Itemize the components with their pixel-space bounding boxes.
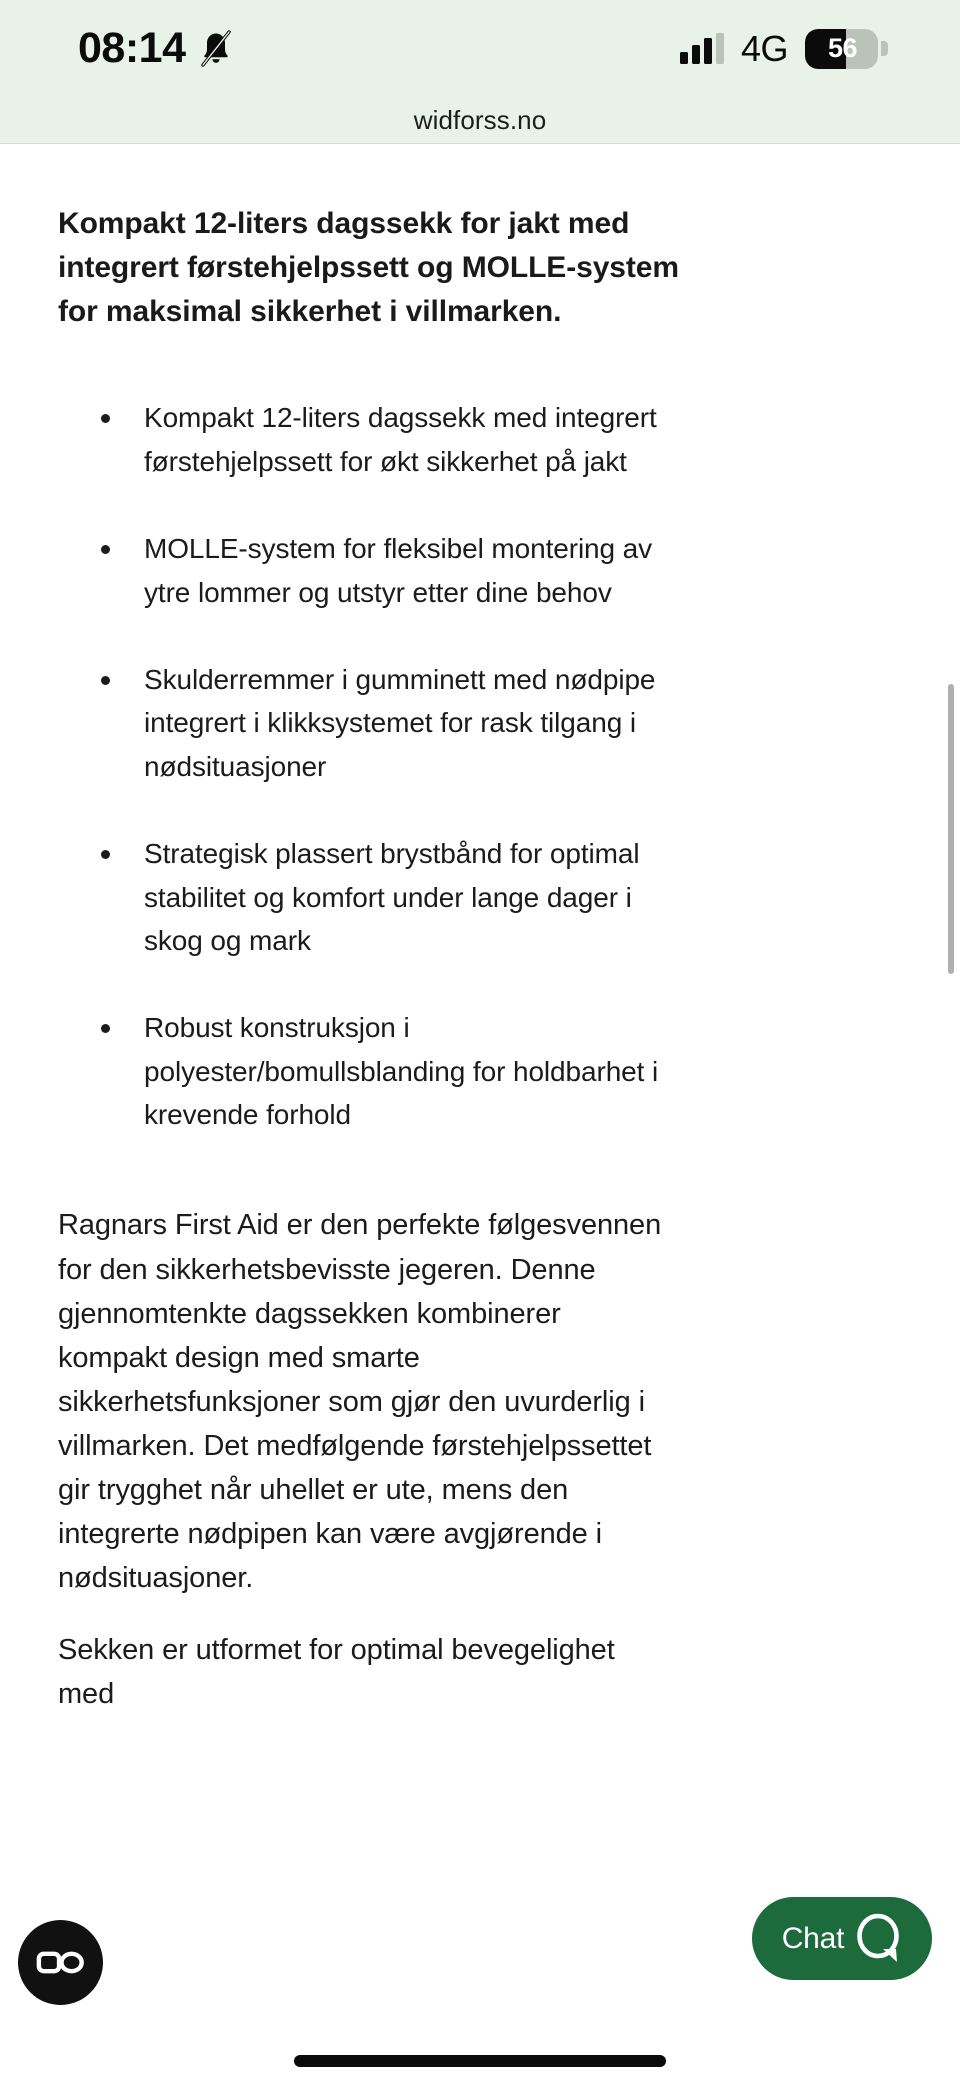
- browser-url-bar[interactable]: [0, 97, 960, 144]
- status-bar-left: [78, 24, 233, 72]
- description-paragraph-2: Sekken er utformet for optimal bevegelighet med: [58, 1634, 615, 1711]
- list-item: Strategisk plassert brystbånd for optimal stabilitet og komfort under lange dager i skog og mark: [101, 832, 686, 962]
- status-time: 08:14: [78, 24, 186, 72]
- battery-level-label: 56: [827, 33, 858, 63]
- battery-indicator: [805, 29, 888, 69]
- product-lead-paragraph: Kompakt 12-liters dagssekk for jakt med integrert førstehjelpssett og MOLLE-system for maksimal sikkerhet i villmarken.: [58, 207, 679, 328]
- list-item: Robust konstruksjon i polyester/bomullsblanding for holdbarhet i krevende forhold: [101, 1006, 686, 1136]
- list-item: Kompakt 12-liters dagssekk med integrert førstehjelpssett for økt sikkerhet på jakt: [101, 396, 686, 483]
- accessibility-widget-button[interactable]: [18, 1920, 103, 2005]
- accessibility-icon: [36, 1946, 86, 1979]
- list-item: MOLLE-system for fleksibel montering av ytre lommer og utstyr etter dine behov: [101, 527, 686, 614]
- product-description: [58, 1203, 668, 1716]
- page-content: [0, 144, 960, 2087]
- list-item: Skulderremmer i gumminett med nødpipe integrert i klikksystemet for rask tilgang i nødsituasjoner: [101, 658, 686, 788]
- chat-button-label: Chat: [781, 1921, 845, 1955]
- description-paragraph-1: Ragnars First Aid er den perfekte følgesvennen for den sikkerhetsbevisste jegeren. Denne gjennomtenkte dagssekken kombinerer kompakt design med smarte sikkerhetsfunksjoner som gjør den uvurderlig i villmarken. Det medfølgende førstehjelpssettet gir trygghet når uhellet er ute, mens den integrerte nødpipen kan være avgjørende i nødsituasjoner.: [58, 1209, 662, 1595]
- signal-bars-icon: [680, 34, 724, 64]
- chat-q-logo-icon: [856, 1913, 902, 1965]
- network-type-label: 4G: [740, 27, 788, 69]
- bell-muted-icon: [199, 30, 233, 68]
- page-scrollbar[interactable]: [948, 684, 954, 974]
- battery-tip: [881, 41, 888, 56]
- chat-button[interactable]: [747, 1892, 937, 1985]
- url-text: widforss.no: [413, 104, 547, 135]
- home-indicator: [294, 2055, 666, 2067]
- status-bar: [0, 0, 960, 97]
- product-feature-list: [58, 396, 900, 1136]
- status-bar-right: [680, 29, 888, 69]
- battery-body: [805, 29, 878, 69]
